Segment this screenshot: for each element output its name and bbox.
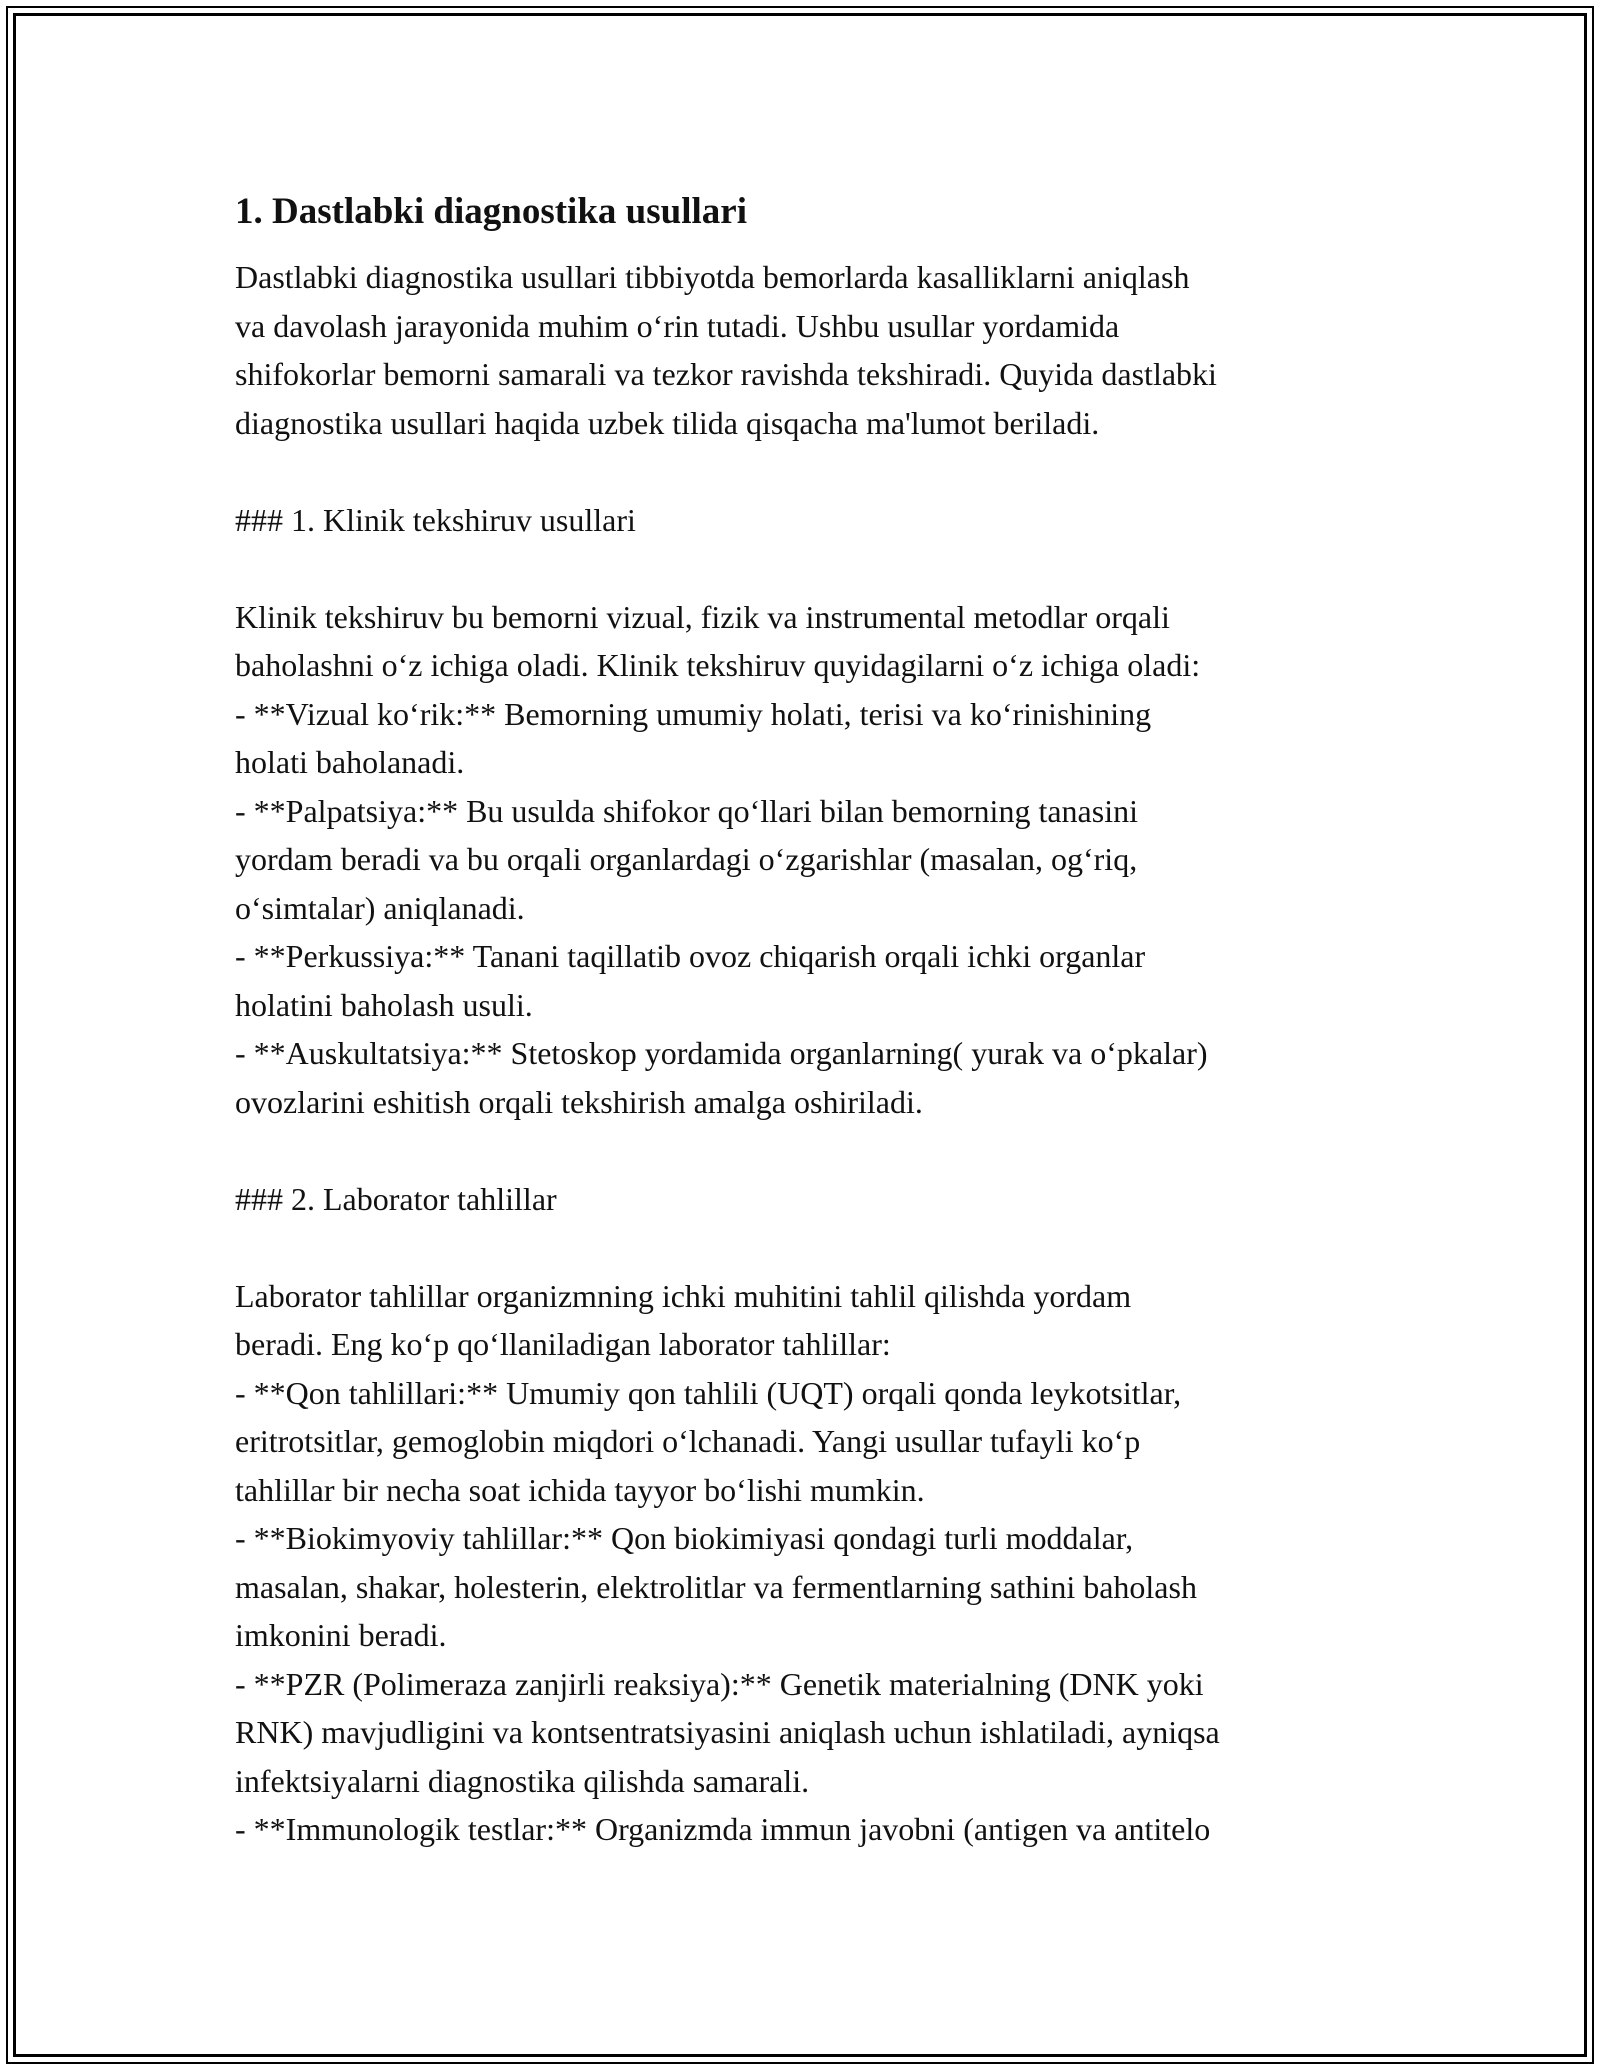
list-item: - **PZR (Polimeraza zanjirli reaksiya):** Genetik materialning (DNK yoki xyxy=(235,1665,1204,1702)
paragraph-line: masalan, shakar, holesterin, elektrolitlar va fermentlarning sathini baholash xyxy=(235,1568,1197,1605)
blank-line xyxy=(235,1126,1375,1175)
paragraph-line: beradi. Eng ko‘p qo‘llaniladigan laborator tahlillar: xyxy=(235,1326,891,1362)
blank-line xyxy=(235,544,1375,593)
paragraph-line: shifokorlar bemorni samarali va tezkor ravishda tekshiradi. Quyida dastlabki xyxy=(235,356,1217,392)
paragraph-line: imkonini beradi. xyxy=(235,1617,447,1653)
list-item: - **Immunologik testlar:** Organizmda immun javobni (antigen va antitelo xyxy=(235,1811,1211,1847)
paragraph-line: diagnostika usullari haqida uzbek tilida qisqacha ma'lumot beriladi. xyxy=(235,404,1100,441)
list-item: - **Biokimyoviy tahlillar:** Qon biokimiyasi qondagi turli moddalar, xyxy=(235,1520,1134,1556)
paragraph-line: RNK) mavjudligini va kontsentratsiyasini aniqlash uchun ishlatiladi, ayniqsa xyxy=(235,1714,1220,1750)
blank-line xyxy=(235,447,1375,496)
document-text xyxy=(235,253,1375,1854)
list-item: - **Vizual ko‘rik:** Bemorning umumiy holati, terisi va ko‘rinishining xyxy=(235,695,1152,732)
section-heading: ### 1. Klinik tekshiruv usullari xyxy=(235,501,636,538)
paragraph-line: va davolash jarayonida muhim o‘rin tutadi. Ushbu usullar yordamida xyxy=(235,307,1120,344)
paragraph-line: eritrotsitlar, gemoglobin miqdori o‘lchanadi. Yangi usullar tufayli ko‘p xyxy=(235,1423,1141,1459)
paragraph-line: tahlillar bir necha soat ichida tayyor bo‘lishi mumkin. xyxy=(235,1471,925,1508)
list-item: - **Auskultatsiya:** Stetoskop yordamida organlarning( yurak va o‘pkalar) xyxy=(235,1035,1208,1071)
document-title: 1. Dastlabki diagnostika usullari xyxy=(235,191,747,232)
paragraph-line: ovozlarini eshitish orqali tekshirish amalga oshiriladi. xyxy=(235,1083,923,1120)
paragraph-line: o‘simtalar) aniqlanadi. xyxy=(235,889,525,926)
list-item: - **Perkussiya:** Tanani taqillatib ovoz chiqarish orqali ichki organlar xyxy=(235,938,1146,974)
paragraph-line: yordam beradi va bu orqali organlardagi o‘zgarishlar (masalan, og‘riq, xyxy=(235,841,1138,877)
list-item: - **Palpatsiya:** Bu usulda shifokor qo‘llari bilan bemorning tanasini xyxy=(235,792,1138,829)
paragraph-line: infektsiyalarni diagnostika qilishda samarali. xyxy=(235,1762,810,1799)
paragraph-line: Laborator tahlillar organizmning ichki muhitini tahlil qilishda yordam xyxy=(235,1277,1132,1314)
paragraph-line: Klinik tekshiruv bu bemorni vizual, fizik va instrumental metodlar orqali xyxy=(235,598,1170,635)
list-item: - **Qon tahlillari:** Umumiy qon tahlili (UQT) orqali qonda leykotsitlar, xyxy=(235,1374,1182,1411)
section-heading: ### 2. Laborator tahlillar xyxy=(235,1180,557,1217)
paragraph-line: Dastlabki diagnostika usullari tibbiyotda bemorlarda kasalliklarni aniqlash xyxy=(235,259,1190,295)
blank-line xyxy=(235,1223,1375,1272)
document-body xyxy=(235,186,1375,1854)
paragraph-line: holatini baholash usuli. xyxy=(235,986,533,1023)
paragraph-line: holati baholanadi. xyxy=(235,744,465,780)
paragraph-line: baholashni o‘z ichiga oladi. Klinik tekshiruv quyidagilarni o‘z ichiga oladi: xyxy=(235,647,1201,683)
